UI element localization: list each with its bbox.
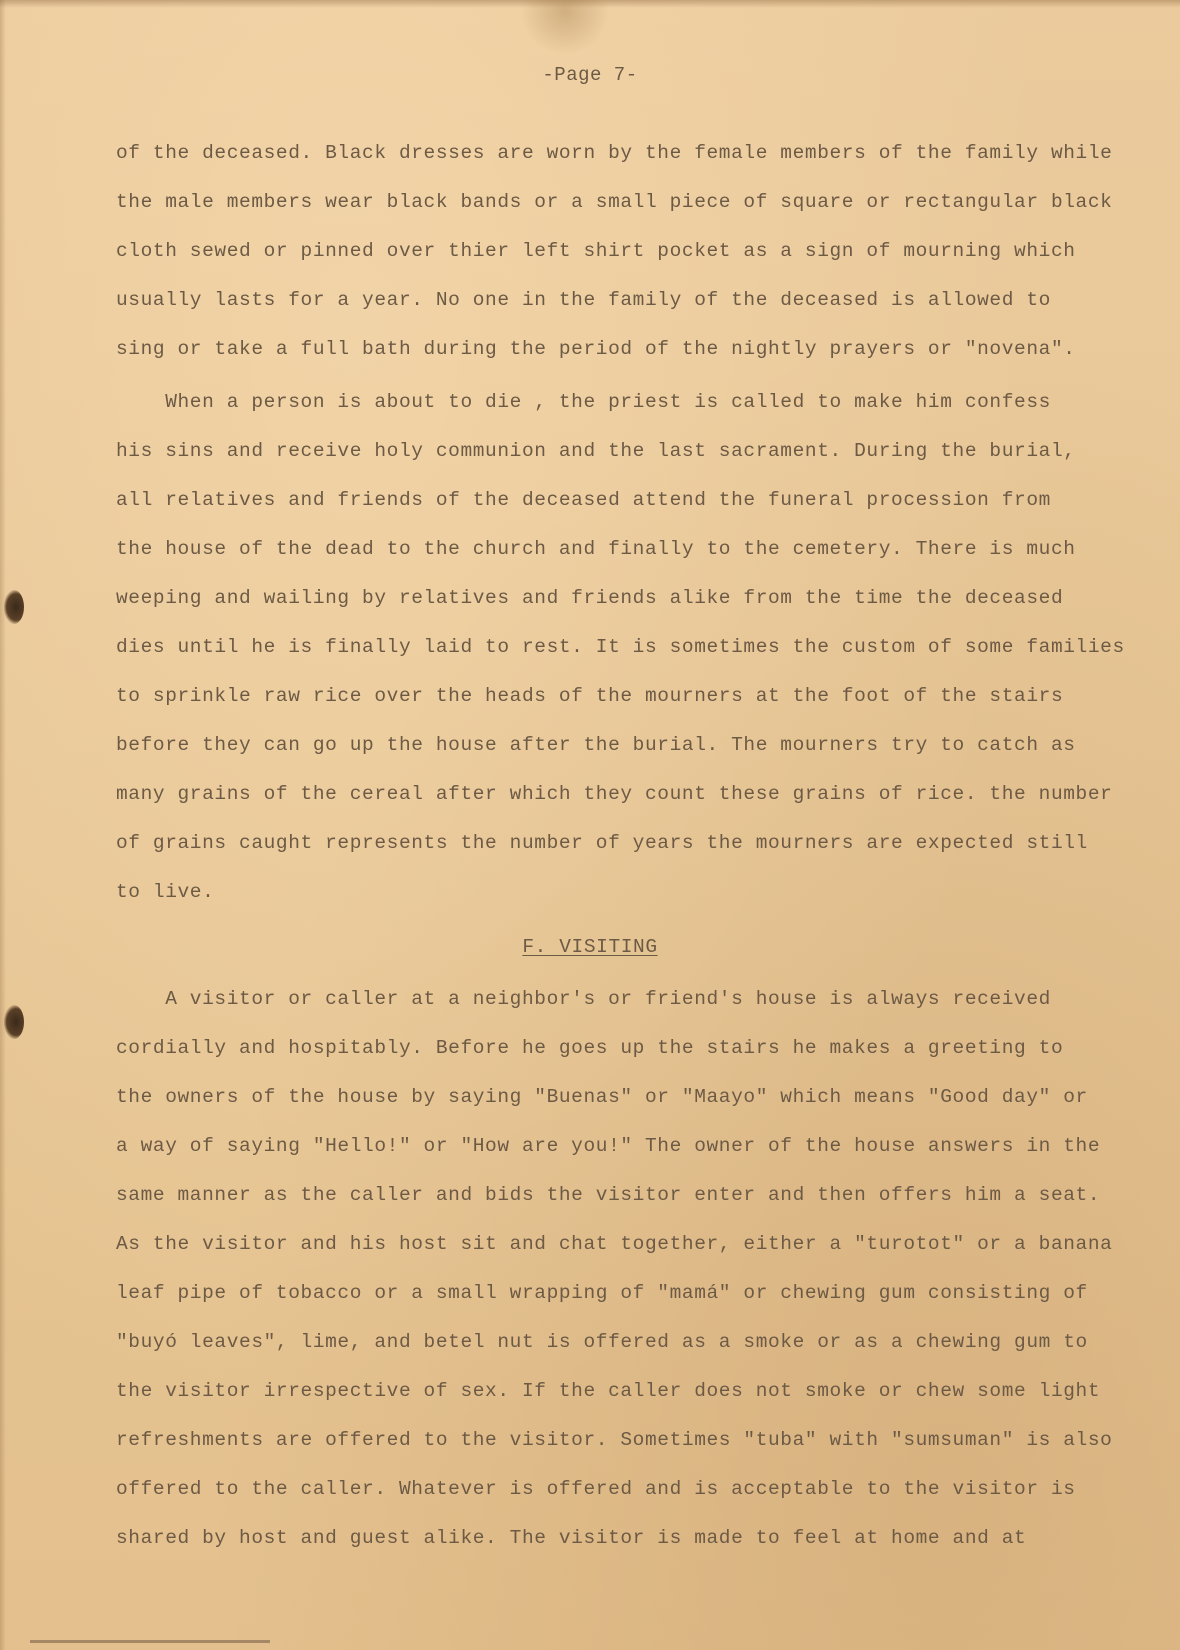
text-line: before they can go up the house after the burial. The mourners try to catch as (116, 734, 1076, 756)
text-line: the male members wear black bands or a small piece of square or rectangular black (116, 191, 1113, 213)
text-line: same manner as the caller and bids the visitor enter and then offers him a seat. (116, 1184, 1101, 1206)
text-line: When a person is about to die , the priest is called to make him confess (116, 391, 1051, 413)
text-line: A visitor or caller at a neighbor's or friend's house is always received (116, 988, 1051, 1010)
text-line: a way of saying "Hello!" or "How are you!" The owner of the house answers in the (116, 1135, 1101, 1157)
text-line: "buyó leaves", lime, and betel nut is offered as a smoke or as a chewing gum to (116, 1331, 1088, 1353)
text-line: his sins and receive holy communion and the last sacrament. During the burial, (116, 440, 1076, 462)
text-line: offered to the caller. Whatever is offered and is acceptable to the visitor is (116, 1478, 1076, 1500)
text-line: the visitor irrespective of sex. If the caller does not smoke or chew some light (116, 1380, 1101, 1402)
section-heading-text: F. VISITING (522, 936, 658, 958)
text-line: the owners of the house by saying "Buenas" or "Maayo" which means "Good day" or (116, 1086, 1088, 1108)
text-line: all relatives and friends of the deceased attend the funeral procession from (116, 489, 1051, 511)
text-line: cordially and hospitably. Before he goes up the stairs he makes a greeting to (116, 1037, 1064, 1059)
text-line: cloth sewed or pinned over thier left shirt pocket as a sign of mourning which (116, 240, 1076, 262)
text-line: the house of the dead to the church and finally to the cemetery. There is much (116, 538, 1076, 560)
section-heading (0, 936, 1180, 958)
paper-stain (520, 0, 610, 55)
text-line: many grains of the cereal after which they count these grains of rice. the number (116, 783, 1113, 805)
text-line: refreshments are offered to the visitor. Sometimes "tuba" with "sumsuman" is also (116, 1429, 1113, 1451)
punch-hole (4, 590, 24, 624)
text-line: of grains caught represents the number of years the mourners are expected still (116, 832, 1088, 854)
text-line: of the deceased. Black dresses are worn by the female members of the family while (116, 142, 1113, 164)
page-left-edge (0, 0, 6, 1650)
text-line: to live. (116, 881, 215, 903)
text-line: weeping and wailing by relatives and friends alike from the time the deceased (116, 587, 1064, 609)
text-line: leaf pipe of tobacco or a small wrapping of "mamá" or chewing gum consisting of (116, 1282, 1088, 1304)
punch-hole (4, 1005, 24, 1039)
page-number: -Page 7- (542, 64, 638, 86)
text-line: sing or take a full bath during the period of the nightly prayers or "novena". (116, 338, 1076, 360)
text-line: usually lasts for a year. No one in the family of the deceased is allowed to (116, 289, 1051, 311)
text-line: dies until he is finally laid to rest. It is sometimes the custom of some families (116, 636, 1125, 658)
text-line: shared by host and guest alike. The visitor is made to feel at home and at (116, 1527, 1027, 1549)
bottom-edge-mark (30, 1640, 270, 1643)
text-line: As the visitor and his host sit and chat together, either a "turotot" or a banana (116, 1233, 1113, 1255)
text-line: to sprinkle raw rice over the heads of the mourners at the foot of the stairs (116, 685, 1064, 707)
